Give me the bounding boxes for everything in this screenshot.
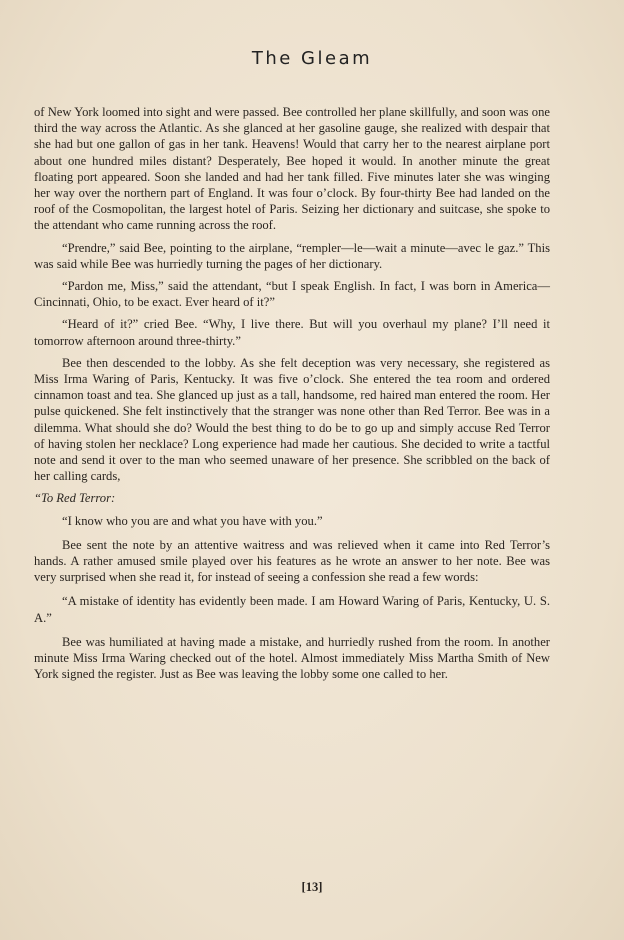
paragraph-3: “Pardon me, Miss,” said the attendant, “but I speak English. In fact, I was born in America—Cincinnati, Ohio, to be exact. Ever heard of it?” (34, 279, 550, 310)
paragraph-5: Bee then descended to the lobby. As she felt deception was very necessary, she registered as Miss Irma Waring of Paris, Kentucky. It was five o’clock. She entered the tea room and ordered cinnamon toast and tea. She glanced up just as a tall, handsome, red haired man entered the room. Her pulse quickened. She felt instinctively that the stranger was none other than Red Terror. Bee was in a dilemma. What should she do? Would the best thing to do be to go up and simply accuse Red Terror of having stolen her necklace? Long experience had made her cautious. She decided to write a tactful note and send it over to the man who seemed unaware of her presence. She scribbled on the back of her calling cards, (34, 355, 550, 484)
page-body (34, 104, 550, 689)
paragraph-2: “Prendre,” said Bee, pointing to the airplane, “rempler—le—wait a minute—avec le gaz.” This was said while Bee was hurriedly turning the pages of her dictionary. (34, 240, 550, 271)
note-salutation: “To Red Terror: (34, 491, 116, 506)
note-text: “I know who you are and what you have with you.” (62, 513, 323, 528)
paragraph-1: of New York loomed into sight and were passed. Bee controlled her plane skillfully, and soon was one third the way across the Atlantic. As she glanced at her gasoline gauge, she realized with despair that she had but one gallon of gas in her tank. Heavens! Would that carry her to the nearest airplane port about one hundred miles distant? Desperately, Bee hoped it would. In another minute the great floating port appeared. Soon she landed and had her tank filled. Five minutes later she was winging her way over the northern part of England. It was four o’clock. By four-thirty Bee had landed on the roof of the Cosmopolitan, the largest hotel of Paris. Seizing her dictionary and suitcase, she spoke to the attendant who came running across the roof. (34, 105, 550, 233)
paragraph-6: Bee sent the note by an attentive waitress and was relieved when it came into Red Terror’s hands. A rather amused smile played over his features as he wrote an answer to her note. Bee was very surprised when she read it, for instead of seeing a confession she read a few words: (34, 537, 550, 585)
reply-text: “A mistake of identity has evidently been made. I am Howard Waring of Paris, Kentucky, U. S. A.” (34, 594, 550, 625)
running-header: The Gleam (251, 48, 373, 69)
paragraph-4: “Heard of it?” cried Bee. “Why, I live there. But will you overhaul my plane? I’ll need it tomorrow afternoon around three-thirty.” (34, 317, 550, 348)
paragraph-7: Bee was humiliated at having made a mistake, and hurriedly rushed from the room. In another minute Miss Irma Waring checked out of the hotel. Almost immediately Miss Martha Smith of New York signed the register. Just as Bee was leaving the lobby some one called to her. (34, 634, 550, 682)
page-number: [13] (301, 880, 323, 894)
